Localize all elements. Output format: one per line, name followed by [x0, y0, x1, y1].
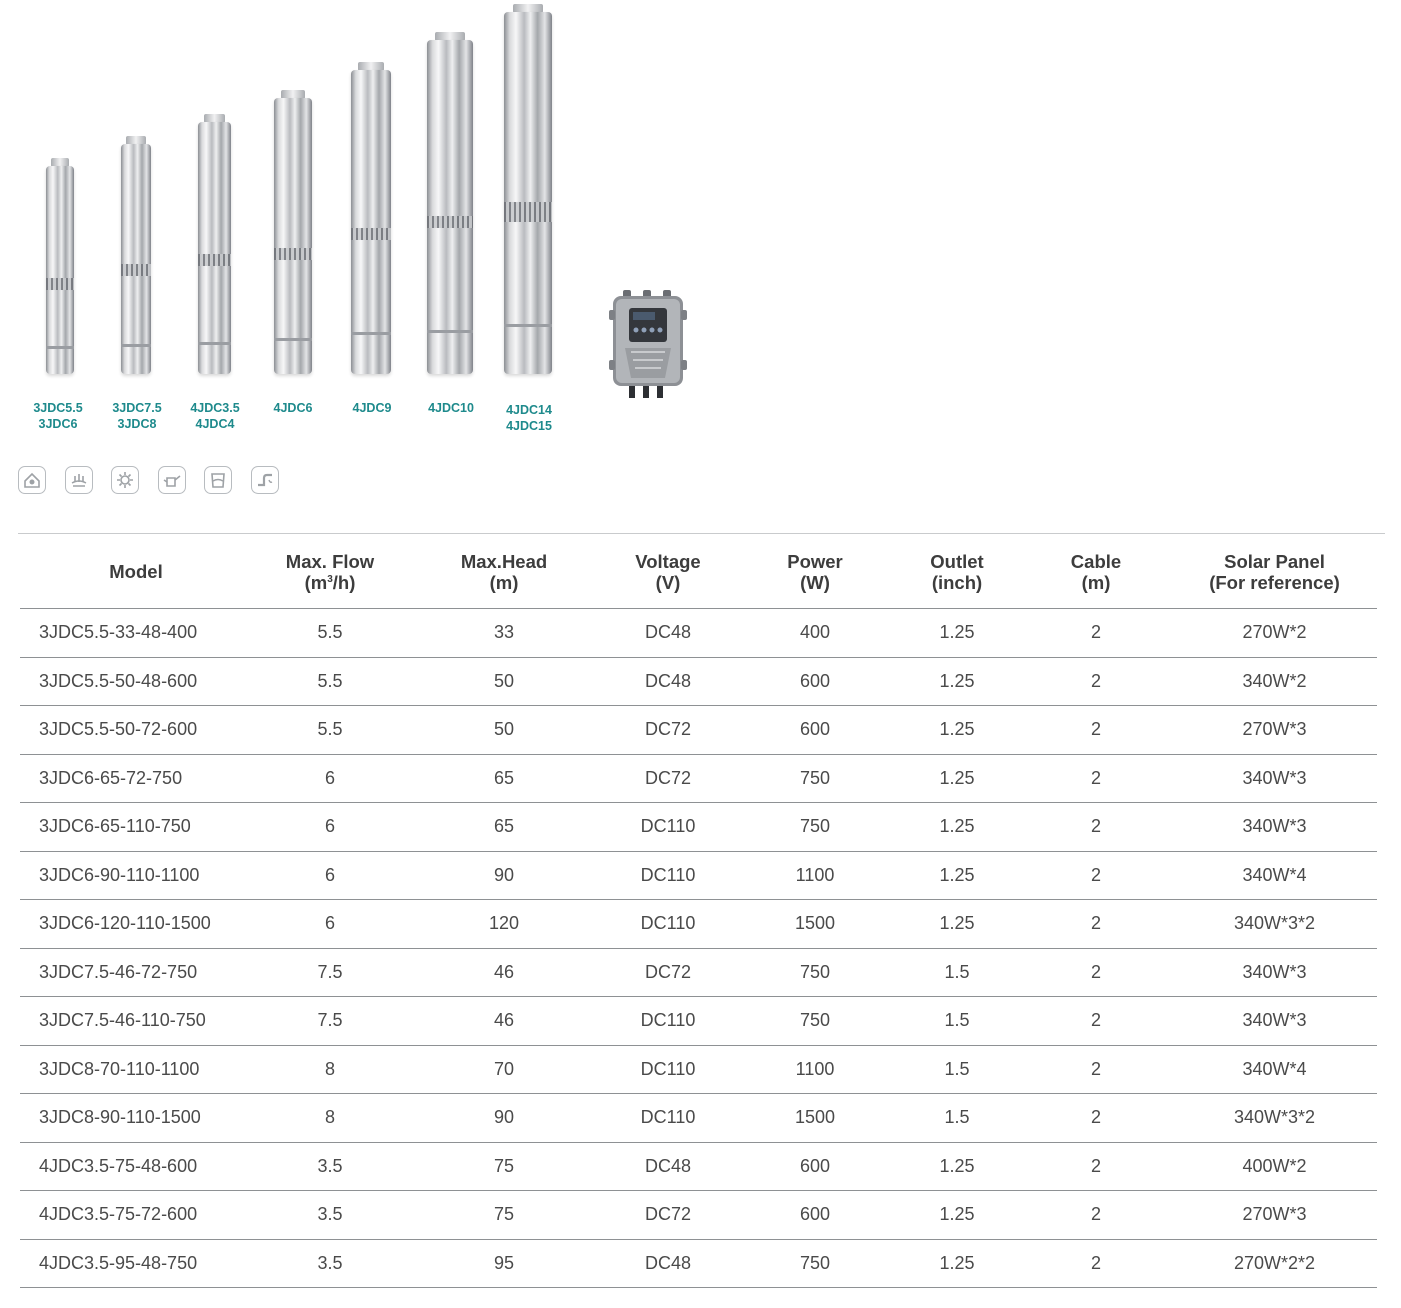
cell-outlet: 1.25: [894, 900, 1020, 949]
header-solar-panel: Solar Panel (For reference): [1172, 535, 1377, 609]
cell-solar-panel: 340W*2: [1172, 657, 1377, 706]
cell-outlet: 1.25: [894, 851, 1020, 900]
cell-voltage: DC110: [600, 803, 736, 852]
cell-power: 1500: [736, 900, 894, 949]
spec-table: [20, 535, 1377, 1288]
cell-outlet: 1.25: [894, 1239, 1020, 1288]
controller-image: [609, 290, 687, 402]
product-label: 4JDC9: [352, 401, 392, 415]
table-row: [20, 997, 1377, 1046]
product-label: 4JDC6: [273, 401, 313, 415]
cell-power: 750: [736, 997, 894, 1046]
table-row: [20, 754, 1377, 803]
cell-cable: 2: [1020, 706, 1172, 755]
cell-solar-panel: 340W*3: [1172, 803, 1377, 852]
cell-voltage: DC48: [600, 1239, 736, 1288]
cell-solar-panel: 340W*3*2: [1172, 900, 1377, 949]
cell-voltage: DC72: [600, 706, 736, 755]
cell-solar-panel: 270W*2: [1172, 609, 1377, 658]
cell-power: 600: [736, 706, 894, 755]
cell-solar-panel: 270W*2*2: [1172, 1239, 1377, 1288]
irrigation-icon: [65, 466, 93, 494]
cell-cable: 2: [1020, 1094, 1172, 1143]
cell-outlet: 1.25: [894, 1191, 1020, 1240]
table-header-row: [20, 535, 1377, 609]
cell-power: 750: [736, 754, 894, 803]
header-model: Model: [20, 535, 252, 609]
table-row: [20, 1045, 1377, 1094]
cell-flow: 5.5: [252, 657, 408, 706]
cell-outlet: 1.25: [894, 706, 1020, 755]
cell-model: 3JDC6-65-110-750: [20, 803, 252, 852]
cell-cable: 2: [1020, 1045, 1172, 1094]
table-top-rule: [18, 533, 1385, 534]
cell-head: 75: [408, 1142, 600, 1191]
cell-outlet: 1.5: [894, 1045, 1020, 1094]
table-row: [20, 609, 1377, 658]
table-row: [20, 851, 1377, 900]
cell-model: 4JDC3.5-75-72-600: [20, 1191, 252, 1240]
cell-voltage: DC72: [600, 1191, 736, 1240]
cell-voltage: DC110: [600, 1094, 736, 1143]
cell-outlet: 1.25: [894, 803, 1020, 852]
cell-cable: 2: [1020, 997, 1172, 1046]
cell-cable: 2: [1020, 657, 1172, 706]
cell-model: 3JDC5.5-50-48-600: [20, 657, 252, 706]
cell-model: 3JDC7.5-46-72-750: [20, 948, 252, 997]
header-cable: Cable (m): [1020, 535, 1172, 609]
cell-outlet: 1.25: [894, 754, 1020, 803]
cell-voltage: DC72: [600, 754, 736, 803]
cell-outlet: 1.5: [894, 1094, 1020, 1143]
pump-image: [198, 122, 231, 374]
cell-cable: 2: [1020, 803, 1172, 852]
cell-head: 95: [408, 1239, 600, 1288]
cell-power: 750: [736, 948, 894, 997]
cell-power: 750: [736, 1239, 894, 1288]
cell-cable: 2: [1020, 948, 1172, 997]
cell-head: 65: [408, 754, 600, 803]
table-row: [20, 948, 1377, 997]
cell-power: 600: [736, 1142, 894, 1191]
cell-voltage: DC48: [600, 1142, 736, 1191]
table-row: [20, 1094, 1377, 1143]
cell-power: 1100: [736, 851, 894, 900]
table-row: [20, 1142, 1377, 1191]
cell-solar-panel: 340W*3*2: [1172, 1094, 1377, 1143]
cell-cable: 2: [1020, 1191, 1172, 1240]
product-gallery: [0, 0, 720, 440]
cell-voltage: DC48: [600, 609, 736, 658]
cell-head: 50: [408, 657, 600, 706]
cell-solar-panel: 340W*4: [1172, 1045, 1377, 1094]
cell-voltage: DC48: [600, 657, 736, 706]
cell-cable: 2: [1020, 851, 1172, 900]
cell-power: 1100: [736, 1045, 894, 1094]
pump-image: [427, 40, 473, 374]
pump-image: [46, 166, 74, 374]
cell-power: 1500: [736, 1094, 894, 1143]
cell-model: 3JDC5.5-50-72-600: [20, 706, 252, 755]
cell-voltage: DC72: [600, 948, 736, 997]
cell-flow: 7.5: [252, 997, 408, 1046]
cell-cable: 2: [1020, 754, 1172, 803]
pump-image: [274, 98, 312, 374]
cell-flow: 3.5: [252, 1239, 408, 1288]
cell-head: 90: [408, 851, 600, 900]
header-outlet: Outlet (inch): [894, 535, 1020, 609]
table-row: [20, 1191, 1377, 1240]
cell-model: 3JDC6-120-110-1500: [20, 900, 252, 949]
cell-head: 50: [408, 706, 600, 755]
pump-image: [121, 144, 151, 374]
cell-flow: 8: [252, 1045, 408, 1094]
cell-outlet: 1.25: [894, 657, 1020, 706]
cell-solar-panel: 270W*3: [1172, 1191, 1377, 1240]
product-label: 4JDC3.5 4JDC4: [190, 401, 240, 431]
cell-voltage: DC110: [600, 997, 736, 1046]
cell-model: 3JDC8-70-110-1100: [20, 1045, 252, 1094]
cell-flow: 8: [252, 1094, 408, 1143]
cell-solar-panel: 340W*3: [1172, 754, 1377, 803]
tank-icon: [204, 466, 232, 494]
watering-can-icon: [158, 466, 186, 494]
pump-image: [351, 70, 391, 374]
cell-solar-panel: 270W*3: [1172, 706, 1377, 755]
cell-voltage: DC110: [600, 900, 736, 949]
table-row: [20, 706, 1377, 755]
cell-outlet: 1.25: [894, 1142, 1020, 1191]
product-label: 3JDC5.5 3JDC6: [33, 401, 83, 431]
header-head: Max.Head (m): [408, 535, 600, 609]
cell-head: 65: [408, 803, 600, 852]
cell-flow: 7.5: [252, 948, 408, 997]
header-voltage: Voltage (V): [600, 535, 736, 609]
cell-model: 3JDC7.5-46-110-750: [20, 997, 252, 1046]
header-flow: Max. Flow $(m^3/h)$: [252, 535, 408, 609]
cell-power: 600: [736, 657, 894, 706]
cell-head: 90: [408, 1094, 600, 1143]
pump-image: [504, 12, 552, 374]
cell-flow: 6: [252, 900, 408, 949]
cell-flow: 5.5: [252, 706, 408, 755]
cell-flow: 3.5: [252, 1191, 408, 1240]
cell-outlet: 1.5: [894, 948, 1020, 997]
cell-cable: 2: [1020, 1142, 1172, 1191]
table-row: [20, 657, 1377, 706]
gear-icon: [111, 466, 139, 494]
cell-cable: 2: [1020, 609, 1172, 658]
header-power: Power (W): [736, 535, 894, 609]
cell-head: 120: [408, 900, 600, 949]
cell-head: 46: [408, 997, 600, 1046]
cell-power: 600: [736, 1191, 894, 1240]
cell-voltage: DC110: [600, 851, 736, 900]
product-label: 4JDC14 4JDC15: [506, 403, 552, 433]
cell-power: 400: [736, 609, 894, 658]
cell-cable: 2: [1020, 1239, 1172, 1288]
product-label: 3JDC7.5 3JDC8: [112, 401, 162, 431]
cell-head: 75: [408, 1191, 600, 1240]
cell-flow: 6: [252, 754, 408, 803]
cell-head: 33: [408, 609, 600, 658]
table-row: [20, 1239, 1377, 1288]
cell-model: 4JDC3.5-95-48-750: [20, 1239, 252, 1288]
table-row: [20, 803, 1377, 852]
cell-voltage: DC110: [600, 1045, 736, 1094]
cell-model: 3JDC6-90-110-1100: [20, 851, 252, 900]
cell-flow: 6: [252, 803, 408, 852]
cell-model: 3JDC6-65-72-750: [20, 754, 252, 803]
cell-solar-panel: 340W*4: [1172, 851, 1377, 900]
cell-power: 750: [736, 803, 894, 852]
cell-head: 70: [408, 1045, 600, 1094]
house-water-icon: [18, 466, 46, 494]
cell-solar-panel: 340W*3: [1172, 948, 1377, 997]
cell-flow: 3.5: [252, 1142, 408, 1191]
cell-flow: 5.5: [252, 609, 408, 658]
table-body: [20, 609, 1377, 1288]
cell-model: 3JDC5.5-33-48-400: [20, 609, 252, 658]
cell-model: 3JDC8-90-110-1500: [20, 1094, 252, 1143]
cell-solar-panel: 340W*3: [1172, 997, 1377, 1046]
table-row: [20, 900, 1377, 949]
cell-cable: 2: [1020, 900, 1172, 949]
cell-head: 46: [408, 948, 600, 997]
cell-outlet: 1.5: [894, 997, 1020, 1046]
pipe-icon: [251, 466, 279, 494]
product-label: 4JDC10: [428, 401, 474, 415]
cell-outlet: 1.25: [894, 609, 1020, 658]
cell-flow: 6: [252, 851, 408, 900]
cell-solar-panel: 400W*2: [1172, 1142, 1377, 1191]
cell-model: 4JDC3.5-75-48-600: [20, 1142, 252, 1191]
